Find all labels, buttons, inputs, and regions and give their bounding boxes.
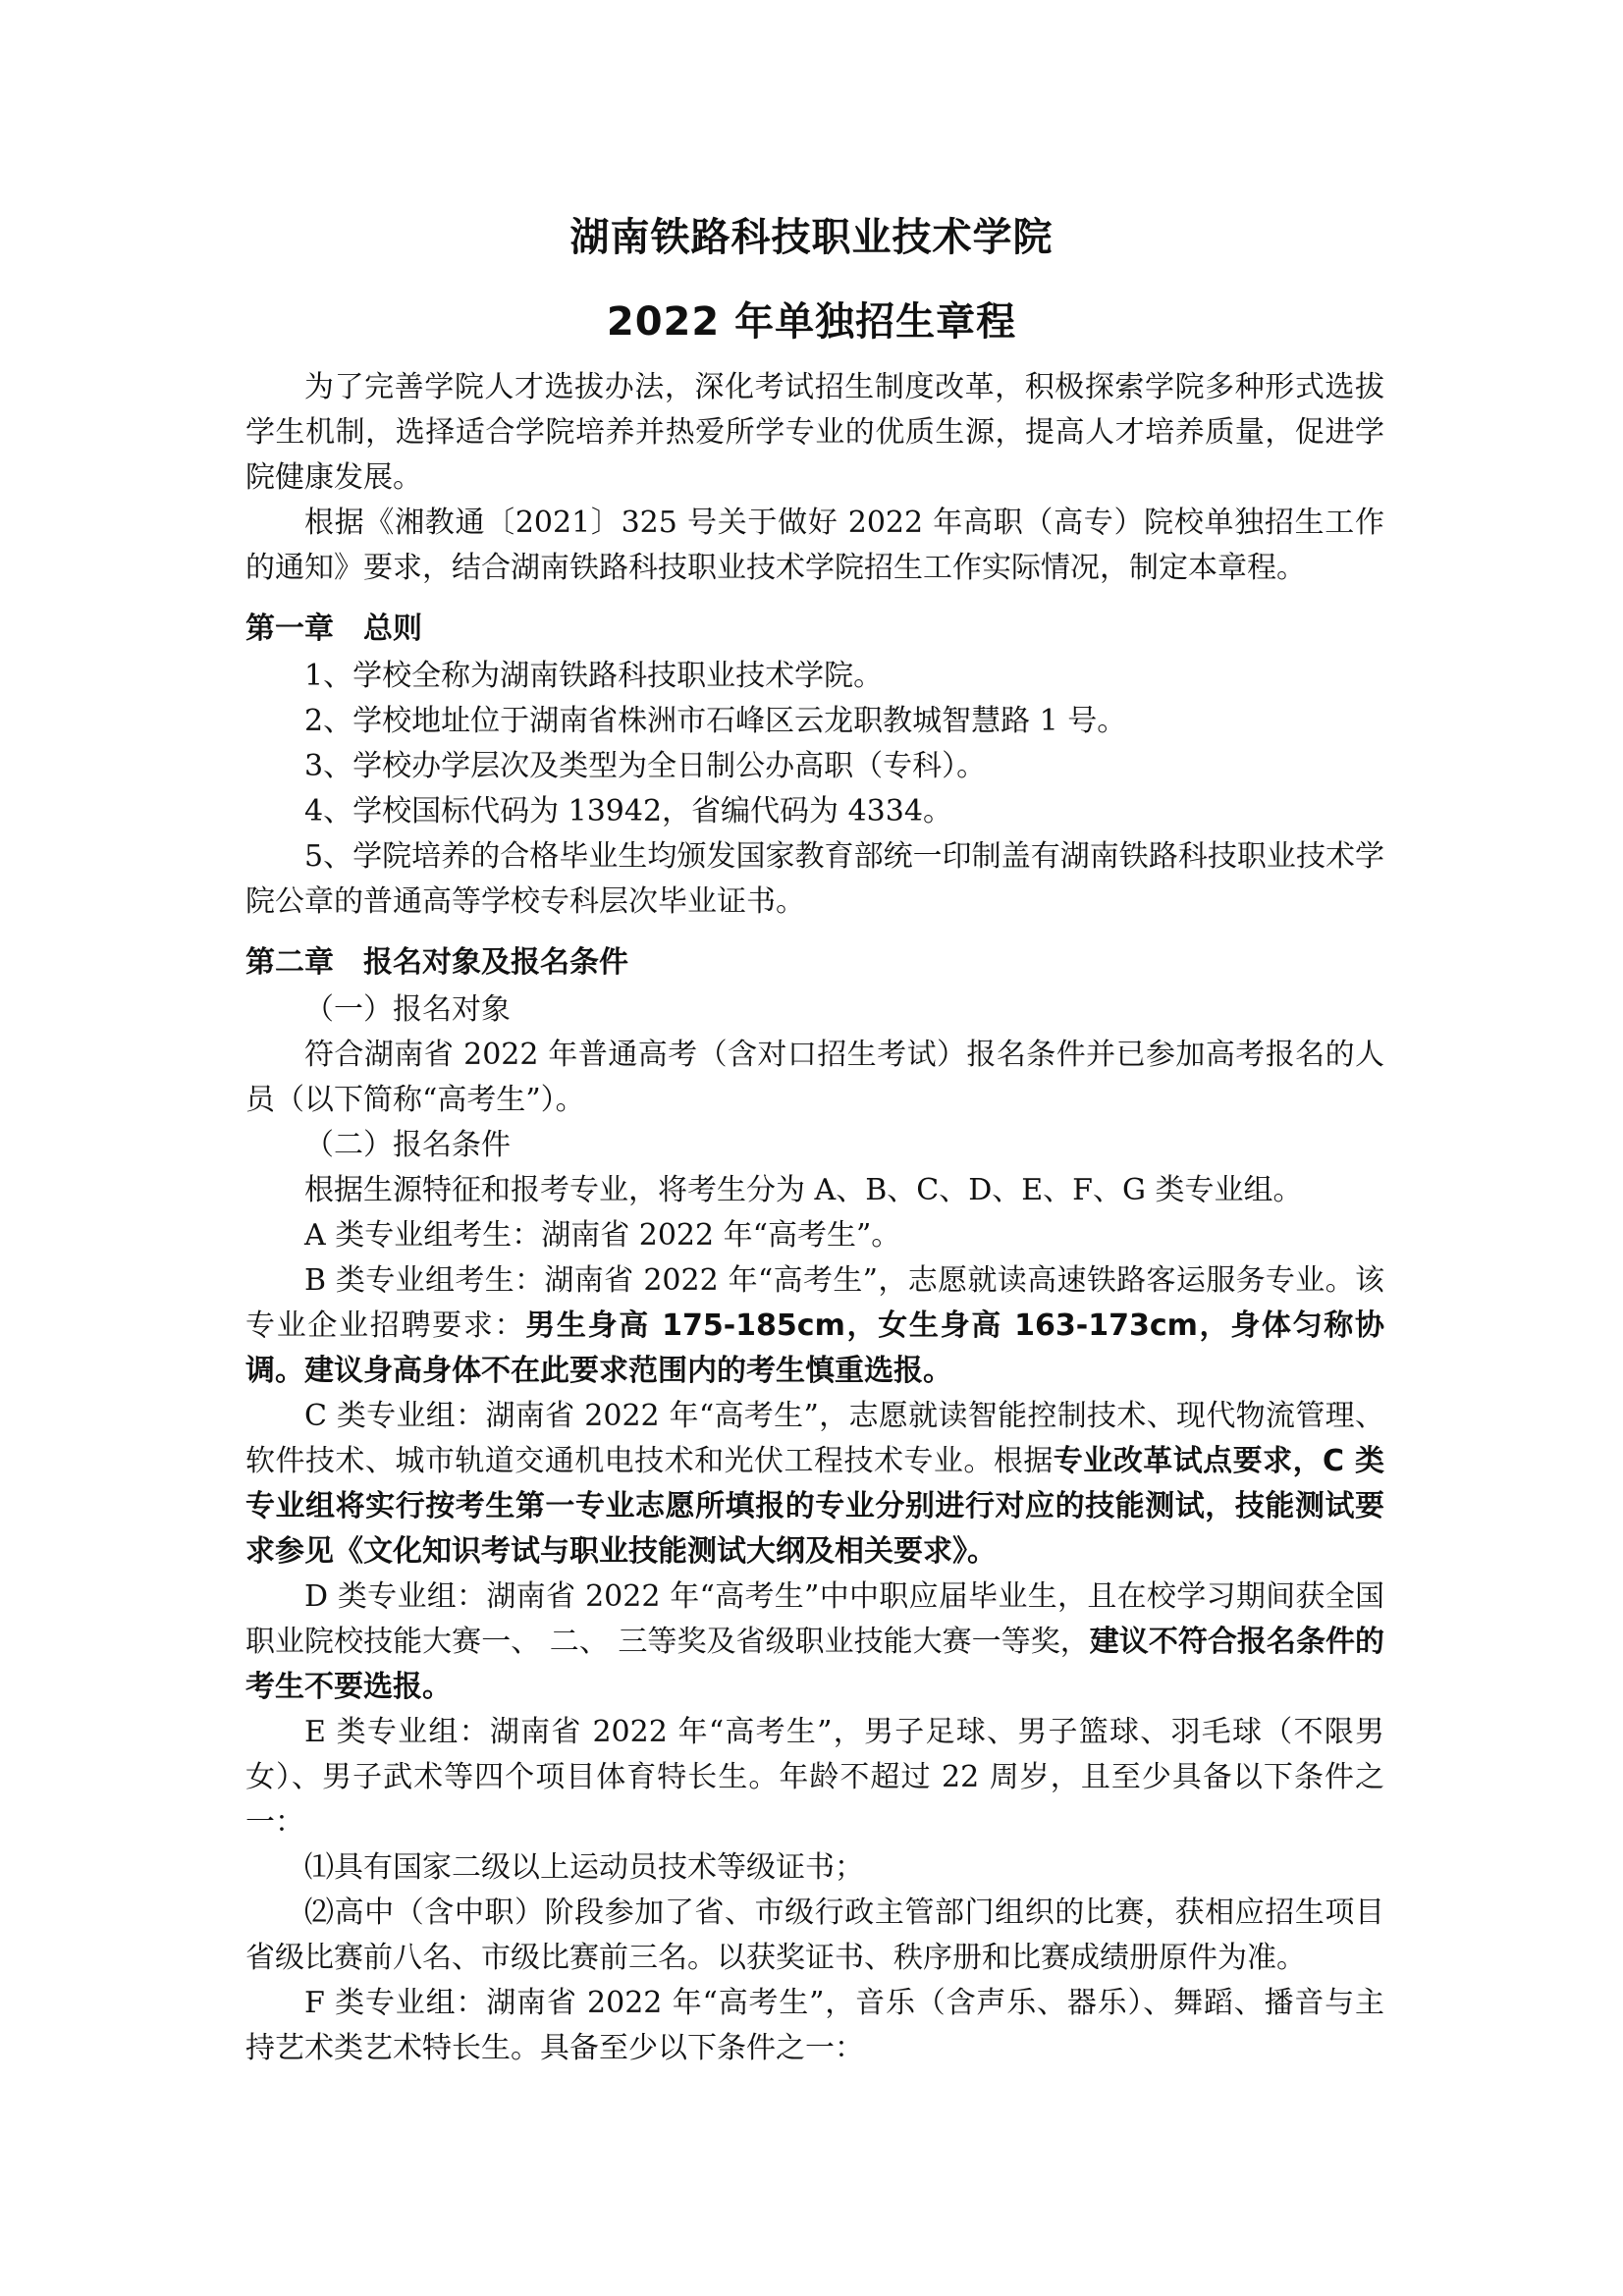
list-item: 5、学院培养的合格毕业生均颁发国家教育部统一印制盖有湖南铁路科技职业技术学院公章的普通高等学校专科层次毕业证书。: [245, 839, 1384, 919]
paragraph: [245, 1575, 1384, 1710]
paragraph: E 类专业组：湖南省 2022 年“高考生”，男子足球、男子篮球、羽毛球（不限男女）、男子武术等四个项目体育特长生。年龄不超过 22 周岁，且至少具备以下条件之一：: [245, 1715, 1384, 1840]
group-b-emphasis: 男生身高 175-185cm，女生身高 163-173cm，身体匀称协调。建议身高身体不在此要求范围内的考生慎重选报。: [245, 1308, 1385, 1388]
list-item: 2、学校地址位于湖南省株洲市石峰区云龙职教城智慧路 1 号。: [304, 704, 1127, 738]
section-title: （一）报名对象: [304, 992, 511, 1027]
intro-paragraph: 为了完善学院人才选拔办法，深化考试招生制度改革，积极探索学院多种形式选拔学生机制，选择适合学院培养并热爱所学专业的优质生源，提高人才培养质量，促进学院健康发展。: [245, 370, 1384, 495]
paragraph: 根据生源特征和报考专业，将考生分为 A、B、C、D、E、F、G 类专业组。: [304, 1173, 1303, 1207]
document-body: [245, 365, 1384, 2071]
group-c-text: C 类专业组：湖南省 2022 年“高考生”，志愿就读智能控制技术、现代物流管理、软件技术、城市轨道交通机电技术和光伏工程技术专业。根据: [245, 1399, 1384, 1478]
paragraph: 符合湖南省 2022 年普通高考（含对口招生考试）报名条件并已参加高考报名的人员（以下简称“高考生”）。: [245, 1038, 1384, 1117]
chapter-heading: 第二章 报名对象及报名条件: [245, 945, 628, 980]
document-subtitle: 2022 年单独招生章程: [606, 299, 1017, 345]
condition-item: ⑴具有国家二级以上运动员技术等级证书；: [304, 1850, 864, 1885]
chapter-heading: 第一章 总则: [245, 612, 422, 646]
condition-item: ⑵高中（含中职）阶段参加了省、市级行政主管部门组织的比赛，获相应招生项目省级比赛前八名、市级比赛前三名。以获奖证书、秩序册和比赛成绩册原件为准。: [245, 1896, 1384, 1975]
intro-paragraph: 根据《湘教通〔2021〕325 号关于做好 2022 年高职（高专）院校单独招生工作的通知》要求，结合湖南铁路科技职业技术学院招生工作实际情况，制定本章程。: [245, 506, 1384, 585]
group-d-emphasis: 建议不符合报名条件的考生不要选报。: [245, 1625, 1384, 1704]
group-d-text: D 类专业组：湖南省 2022 年“高考生”中中职应届毕业生，且在校学习期间获全国职业院校技能大赛一、 二、 三等奖及省级职业技能大赛一等奖，: [245, 1579, 1384, 1659]
list-item: 4、学校国标代码为 13942，省编代码为 4334。: [304, 794, 952, 828]
paragraph: F 类专业组：湖南省 2022 年“高考生”，音乐（含声乐、器乐）、舞蹈、播音与主持艺术类艺术特长生。具备至少以下条件之一：: [245, 1986, 1384, 2065]
paragraph: [245, 1394, 1384, 1575]
group-c-emphasis: 专业改革试点要求，C 类专业组将实行按考生第一专业志愿所填报的专业分别进行对应的技能测试，技能测试要求参见《文化知识考试与职业技能测试大纲及相关要求》。: [245, 1444, 1384, 1569]
document-title: 湖南铁路科技职业技术学院: [569, 215, 1054, 260]
list-item: 3、学校办学层次及类型为全日制公办高职（专科）。: [304, 749, 987, 783]
list-item: 1、学校全称为湖南铁路科技职业技术学院。: [304, 659, 884, 693]
section-title: （二）报名条件: [304, 1128, 511, 1162]
paragraph: A 类专业组考生：湖南省 2022 年“高考生”。: [304, 1218, 901, 1253]
group-b-text: B 类专业组考生：湖南省 2022 年“高考生”，志愿就读高速铁路客运服务专业。该专业企业招聘要求：: [245, 1263, 1384, 1343]
paragraph: [245, 1258, 1384, 1394]
